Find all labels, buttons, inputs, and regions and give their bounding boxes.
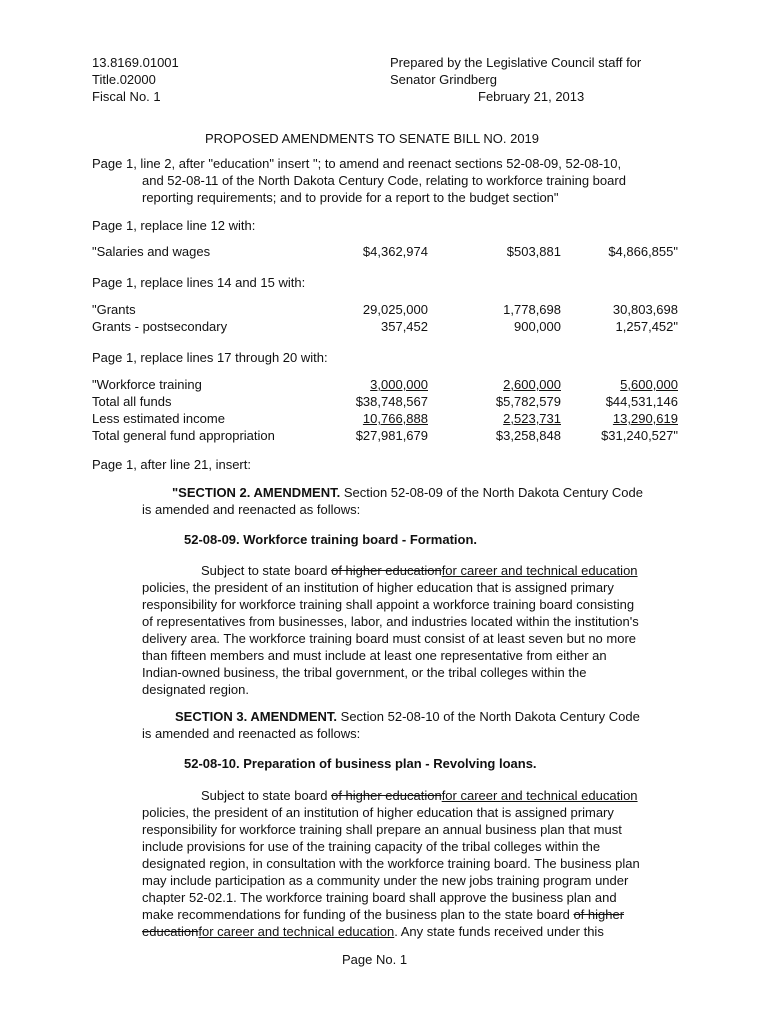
para-line: responsibility for workforce training shall appoint a workforce training board consisting [142,597,635,612]
section-2-subheading: 52-08-09. Workforce training board - Formation. [184,532,478,547]
title-number: Title.02000 [92,72,156,87]
header-date: February 21, 2013 [478,89,585,104]
section-2-paragraph [142,579,682,698]
intro-line-2: and 52-08-11 of the North Dakota Century Code, relating to workforce training board [142,173,626,188]
section-3-lead: SECTION 3. AMENDMENT. [175,709,338,724]
para-line: policies, the president of an institution of higher education that is assigned primary [142,805,614,820]
para-line: Indian-owned business, the tribal government, or the tribal colleges within the [142,665,587,680]
para-line: designated region. [142,682,249,697]
cell-col-3: $4,866,855" [608,244,678,259]
instruction-replace-lines-17-20: Page 1, replace lines 17 through 20 with: [92,350,328,365]
table-row [92,410,682,427]
para-line: designated region, in consultation with the workforce training board. The business plan [142,856,640,871]
instruction-after-line-21: Page 1, after line 21, insert: [92,457,251,472]
cell-col-3: $44,531,146 [605,394,678,409]
section-3-line-2: is amended and reenacted as follows: [142,726,361,741]
section-2-line-1 [172,484,643,501]
para-line [142,906,682,923]
table-row [92,318,682,335]
row-label: Total general fund appropriation [92,428,275,443]
page-number: Page No. 1 [342,952,408,967]
struck-text: of higher education [331,563,442,578]
inserted-text: for career and technical education [441,563,638,578]
section-2-para-first-line [201,562,638,579]
para-line: responsibility for workforce training shall prepare an annual business plan that must [142,822,622,837]
para-line: chapter 52-02.1. The workforce training board shall approve the business plan and [142,890,617,905]
inserted-text: for career and technical education [198,924,395,939]
inserted-text: for career and technical education [441,788,638,803]
para-text: . Any state funds received under this [394,924,604,939]
section-3-text-1: Section 52-08-10 of the North Dakota Century Code [337,709,640,724]
cell-col-3: 1,257,452" [615,319,678,334]
intro-line-1: Page 1, line 2, after "education" insert "; to amend and reenact sections 52-08-09, 52-08-10, [92,156,622,171]
section-2-line-2: is amended and reenacted as follows: [142,502,361,517]
row-label: Less estimated income [92,411,225,426]
cell-col-1: $27,981,679 [355,428,428,443]
table-row [92,301,682,318]
cell-col-2: $5,782,579 [495,394,561,409]
section-3-subheading: 52-08-10. Preparation of business plan - Revolving loans. [184,756,537,771]
cell-col-1: 29,025,000 [362,302,428,317]
cell-col-2: 900,000 [514,319,561,334]
para-line: delivery area. The workforce training board must consist of at least seven but no more [142,631,637,646]
row-label: "Salaries and wages [92,244,211,259]
cell-col-1: $38,748,567 [355,394,428,409]
para-start: Subject to state board [201,788,332,803]
table-salaries [92,243,682,260]
row-label: "Grants [92,302,136,317]
cell-col-2: 1,778,698 [503,302,561,317]
intro-line-3: reporting requirements; and to provide for a report to the budget section" [142,190,559,205]
table-row [92,427,682,444]
table-grants [92,301,682,335]
cell-col-1: 357,452 [381,319,428,334]
table-row [92,393,682,410]
sponsor: Senator Grindberg [390,72,497,87]
cell-col-2: 2,523,731 [503,411,561,426]
cell-col-1: 10,766,888 [362,411,428,426]
table-row [92,376,682,393]
section-3-para-first-line [201,787,638,804]
para-line: may include participation as a community under the new jobs training program under [142,873,629,888]
section-3-paragraph [142,804,682,940]
struck-text: of higher education [331,788,442,803]
cell-col-3: $31,240,527" [601,428,678,443]
cell-col-3: 30,803,698 [612,302,678,317]
struck-text: of higher [573,907,625,922]
instruction-replace-lines-14-15: Page 1, replace lines 14 and 15 with: [92,275,306,290]
row-label: Total all funds [92,394,172,409]
document-title: PROPOSED AMENDMENTS TO SENATE BILL NO. 2019 [205,131,540,146]
para-text: make recommendations for funding of the business plan to the state board [142,907,574,922]
instruction-replace-line-12: Page 1, replace line 12 with: [92,218,256,233]
fiscal-number: Fiscal No. 1 [92,89,161,104]
para-line: policies, the president of an institution of higher education that is assigned primary [142,580,614,595]
row-label: Grants - postsecondary [92,319,228,334]
cell-col-2: $3,258,848 [495,428,561,443]
row-label: "Workforce training [92,377,202,392]
table-row [92,243,682,260]
cell-col-3: 5,600,000 [620,377,678,392]
para-line: than fifteen members and must include at least one representative from either an [142,648,607,663]
para-line: of representatives from businesses, labor, and industries located within the institution's [142,614,639,629]
cell-col-2: $503,881 [506,244,561,259]
struck-text: education [142,924,199,939]
section-3-line-1 [175,708,640,725]
cell-col-1: $4,362,974 [362,244,428,259]
cell-col-2: 2,600,000 [503,377,561,392]
bill-number: 13.8169.01001 [92,55,179,70]
cell-col-3: 13,290,619 [612,411,678,426]
section-2-lead: "SECTION 2. AMENDMENT. [172,485,341,500]
table-totals [92,376,682,444]
para-line [142,923,682,940]
para-start: Subject to state board [201,563,332,578]
prepared-by: Prepared by the Legislative Council staff for [390,55,642,70]
section-2-text-1: Section 52-08-09 of the North Dakota Century Code [340,485,643,500]
para-line: include provisions for use of the training capacity of the tribal colleges within the [142,839,601,854]
cell-col-1: 3,000,000 [370,377,428,392]
